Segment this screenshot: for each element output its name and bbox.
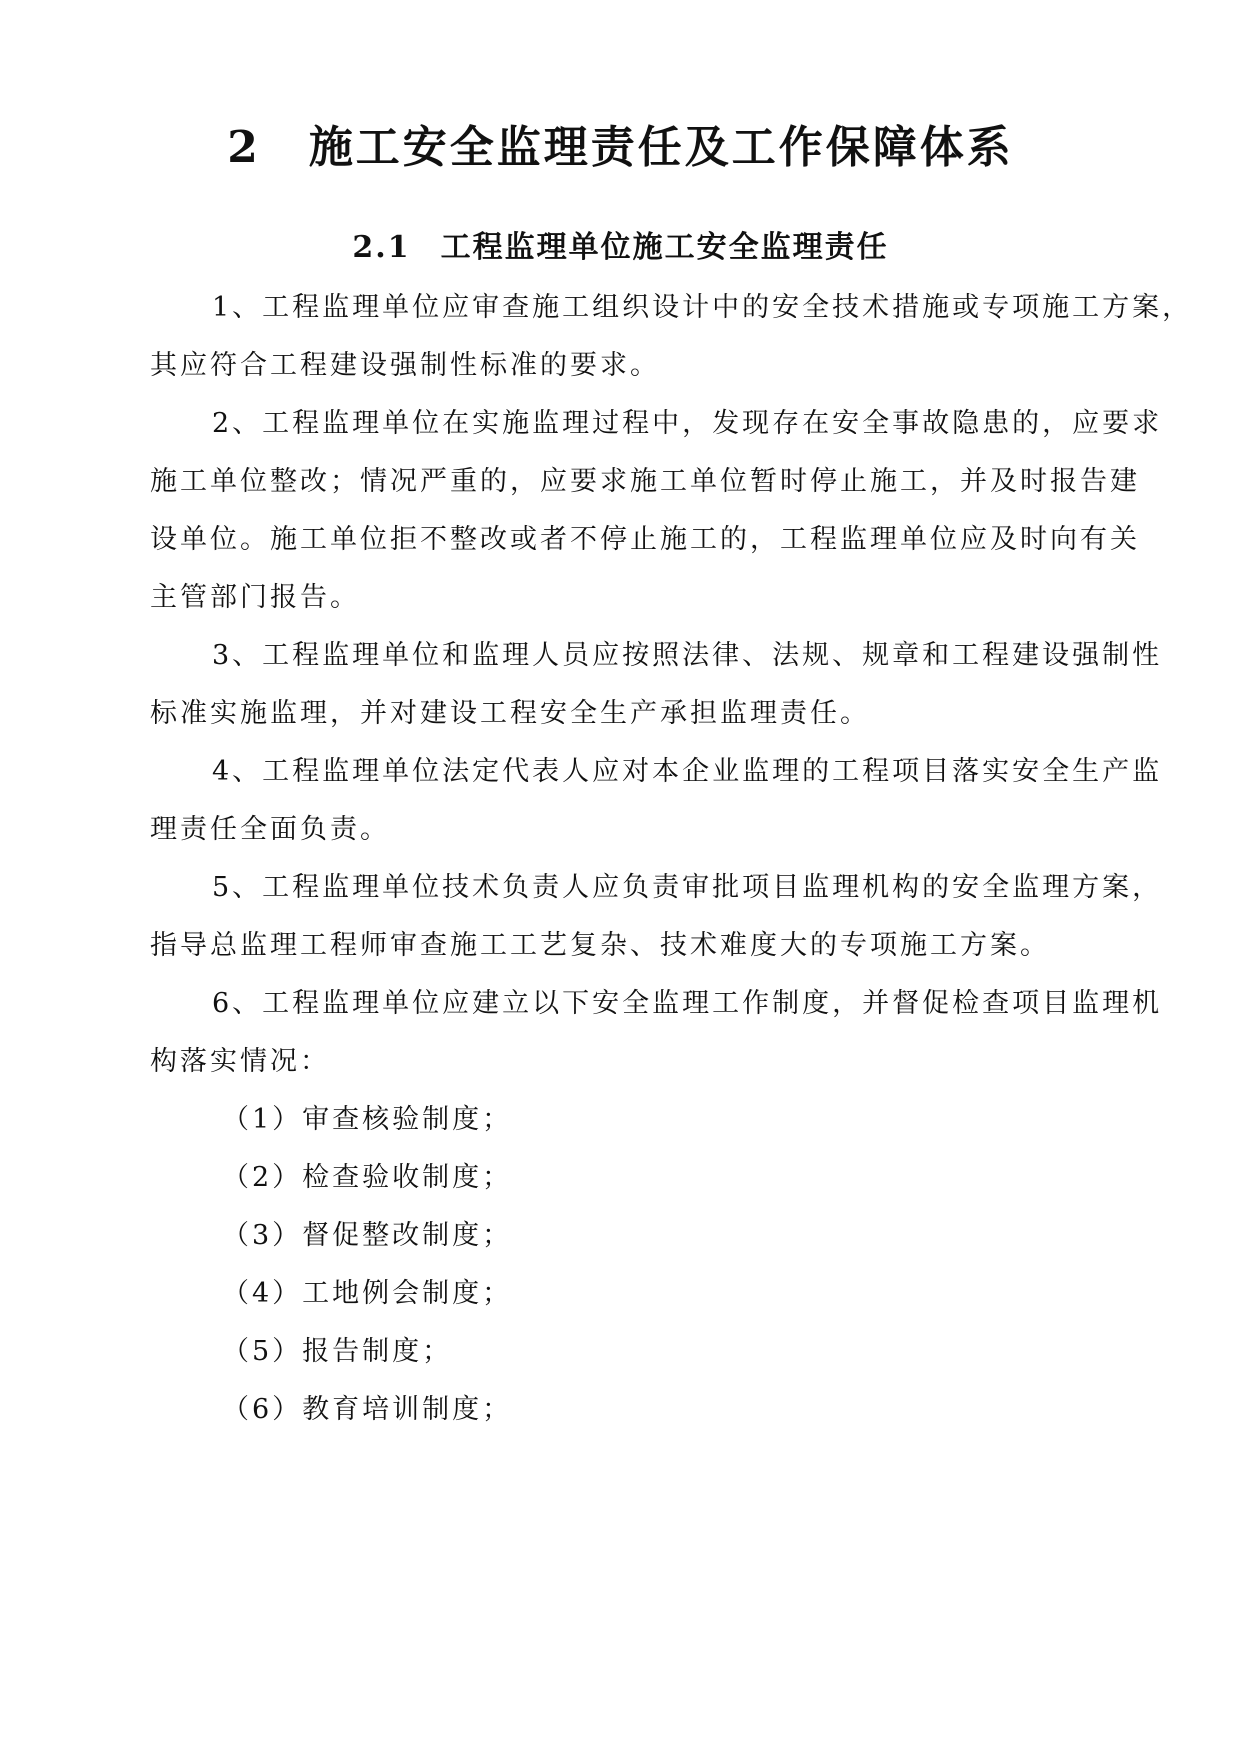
paragraph-6-line-2: 构落实情况： xyxy=(150,1046,330,1077)
paragraph-2-line-1: 2、工程监理单位在实施监理过程中，发现存在安全事故隐患的，应要求 xyxy=(212,408,1163,439)
paragraph-1-line-2: 其应符合工程建设强制性标准的要求。 xyxy=(150,350,660,381)
paragraph-6-line-1: 6、工程监理单位应建立以下安全监理工作制度，并督促检查项目监理机 xyxy=(212,988,1163,1019)
section-title: 工程监理单位施工安全监理责任 xyxy=(440,230,889,265)
paragraph-2-line-3: 设单位。施工单位拒不整改或者不停止施工的，工程监理单位应及时向有关 xyxy=(150,524,1140,555)
chapter-title: 施工安全监理责任及工作保障体系 xyxy=(308,122,1014,173)
list-item: （6）教育培训制度； xyxy=(222,1394,513,1425)
section-number: 2.1 xyxy=(352,230,411,265)
paragraph-4-line-2: 理责任全面负责。 xyxy=(150,814,390,845)
paragraph-3-line-1: 3、工程监理单位和监理人员应按照法律、法规、规章和工程建设强制性 xyxy=(212,640,1163,671)
paragraph-2-line-2: 施工单位整改；情况严重的，应要求施工单位暂时停止施工，并及时报告建 xyxy=(150,466,1140,497)
chapter-number: 2 xyxy=(227,122,261,173)
list-item: （1）审查核验制度； xyxy=(222,1104,513,1135)
list-item: （5）报告制度； xyxy=(222,1336,453,1367)
paragraph-2-line-4: 主管部门报告。 xyxy=(150,582,360,613)
paragraph-1-line-1: 1、工程监理单位应审查施工组织设计中的安全技术措施或专项施工方案， xyxy=(212,292,1193,323)
paragraph-5-line-2: 指导总监理工程师审查施工工艺复杂、技术难度大的专项施工方案。 xyxy=(150,930,1050,961)
chapter-heading xyxy=(0,118,1241,178)
paragraph-4-line-1: 4、工程监理单位法定代表人应对本企业监理的工程项目落实安全生产监 xyxy=(212,756,1163,787)
paragraph-5-line-1: 5、工程监理单位技术负责人应负责审批项目监理机构的安全监理方案， xyxy=(212,872,1163,903)
list-item: （4）工地例会制度； xyxy=(222,1278,513,1309)
paragraph-3-line-2: 标准实施监理，并对建设工程安全生产承担监理责任。 xyxy=(150,698,870,729)
list-item: （3）督促整改制度； xyxy=(222,1220,513,1251)
section-heading xyxy=(0,226,1241,270)
list-item: （2）检查验收制度； xyxy=(222,1162,513,1193)
